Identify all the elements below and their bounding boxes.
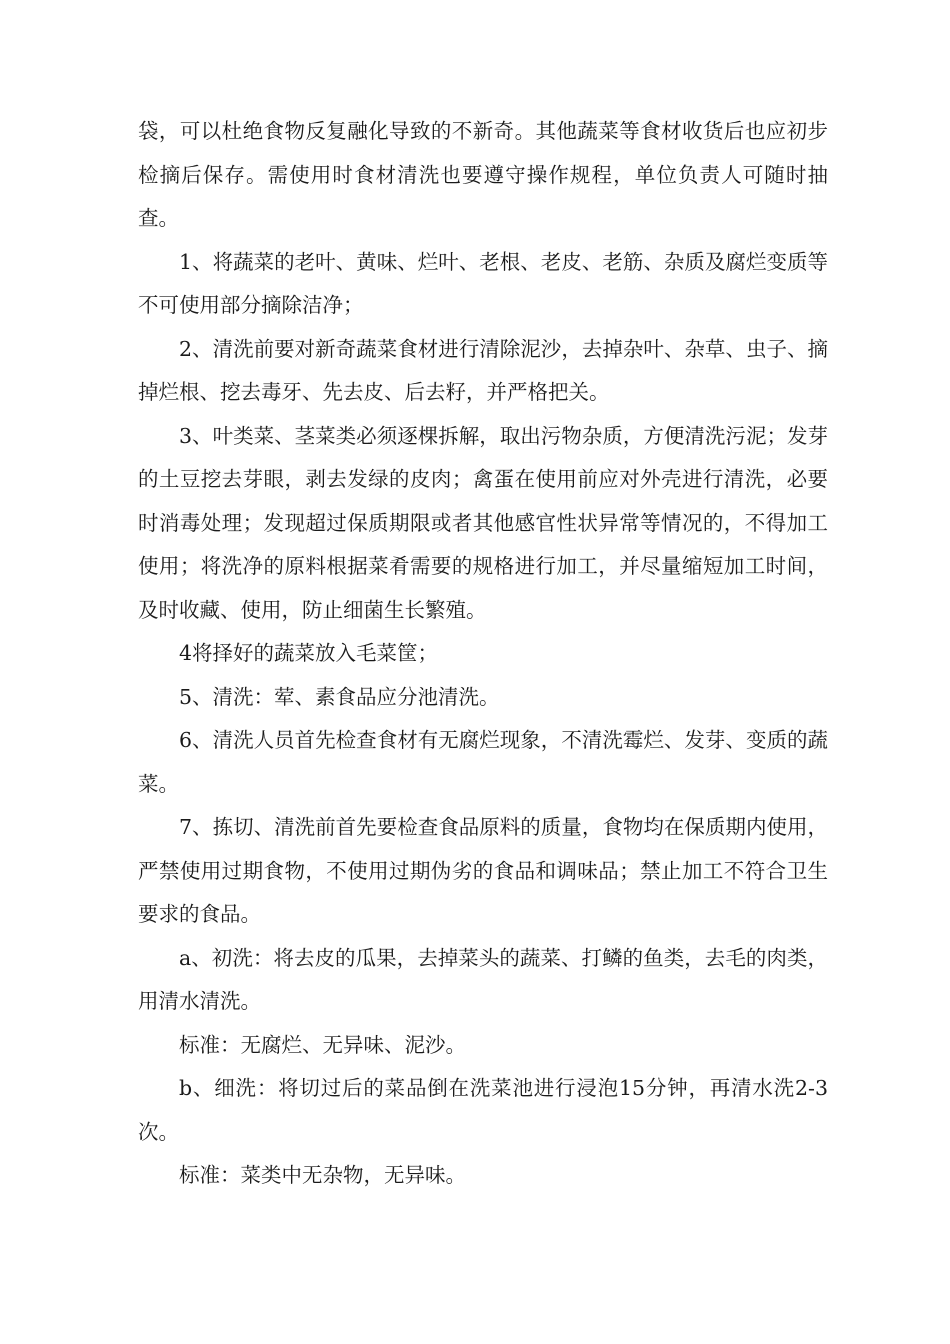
- paragraph-step-5: 5、清洗：荤、素食品应分池清洗。: [179, 684, 500, 709]
- document-body: [138, 110, 828, 1198]
- paragraph-step-6: 6、清洗人员首先检查食材有无腐烂现象，不清洗霉烂、发芽、变质的蔬菜。: [138, 728, 828, 796]
- paragraph-step-7: 7、拣切、清洗前首先要检查食品原料的质量，食物均在保质期内使用，严禁使用过期食物，不使用过期伪劣的食品和调味品；禁止加工不符合卫生要求的食品。: [138, 815, 828, 926]
- paragraph-continuation: 袋，可以杜绝食物反复融化导致的不新奇。其他蔬菜等食材收货后也应初步检摘后保存。需使用时食材清洗也要遵守操作规程，单位负责人可随时抽查。: [138, 119, 828, 230]
- paragraph-fine-wash-standard: 标准：菜类中无杂物，无异味。: [179, 1163, 466, 1187]
- paragraph-fine-wash: b、细洗：将切过后的菜品倒在洗菜池进行浸泡15分钟，再清水洗2-3次。: [138, 1076, 828, 1144]
- paragraph-initial-wash-standard: 标准：无腐烂、无异味、泥沙。: [179, 1032, 466, 1057]
- paragraph-step-3: 3、叶类菜、茎菜类必须逐棵拆解，取出污物杂质，方便清洗污泥；发芽的土豆挖去芽眼，剥去发绿的皮肉；禽蛋在使用前应对外壳进行清洗，必要时消毒处理；发现超过保质期限或者其他感官性状异常等情况的，不得加工使用；将洗净的原料根据菜肴需要的规格进行加工，并尽量缩短加工时间，及时收藏、使用，防止细菌生长繁殖。: [138, 423, 828, 622]
- paragraph-step-2: 2、清洗前要对新奇蔬菜食材进行清除泥沙，去掉杂叶、杂草、虫子、摘掉烂根、挖去毒牙、先去皮、后去籽，并严格把关。: [138, 336, 828, 404]
- paragraph-step-1: 1、将蔬菜的老叶、黄味、烂叶、老根、老皮、老筋、杂质及腐烂变质等不可使用部分摘除洁净；: [138, 249, 828, 317]
- paragraph-step-4: 4将择好的蔬菜放入毛菜筐；: [179, 641, 439, 665]
- paragraph-initial-wash: a、初洗：将去皮的瓜果，去掉菜头的蔬菜、打鳞的鱼类，去毛的肉类，用清水清洗。: [138, 945, 828, 1013]
